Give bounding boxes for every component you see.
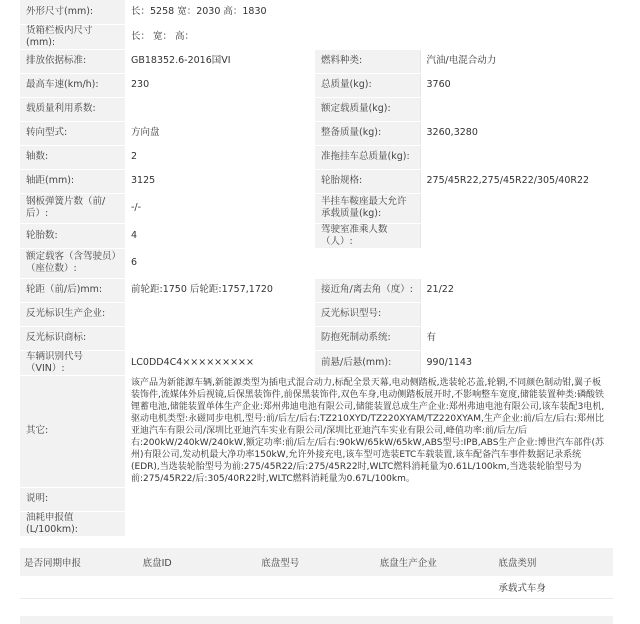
spec-label: 载质量利用系数: [20,97,125,121]
spec-row [20,278,613,302]
spec-value [420,145,613,169]
spec-label: 额定载客（含驾驶员）（座位数）: [20,248,125,278]
spec-label: 轮距（前/后)mm: [20,278,125,302]
chassis-row [20,576,613,599]
footer-bar [20,616,613,624]
spec-value [420,193,613,223]
spec-value: 3760 [420,73,613,97]
spec-label: 半挂车鞍座最大允许承载质量(kg): [315,193,420,223]
spec-label: 轴数: [20,145,125,169]
spec-label: 轴距(mm): [20,169,125,193]
chassis-table [20,548,613,599]
spec-value: -/- [125,193,315,223]
spec-label: 防抱死制动系统: [315,326,420,350]
chassis-body [20,576,613,599]
spec-value [125,326,315,350]
spec-value: 230 [125,73,315,97]
spec-value: 990/1143 [420,350,613,375]
spec-row [20,487,613,511]
spec-value: 3125 [125,169,315,193]
spec-value: 长：5258 宽：2030 高：1830 [125,0,613,24]
spec-row [20,24,613,49]
spec-row [20,121,613,145]
spec-value: 长： 宽： 高： [125,24,613,49]
spec-row [20,511,613,536]
spec-label: 说明: [20,487,125,511]
chassis-header-cell: 底盘类别 [498,558,537,569]
spec-row [20,350,613,375]
spec-value: 汽油/电混合动力 [420,49,613,73]
spec-row [20,248,613,278]
spec-label: 准拖挂车总质量(kg): [315,145,420,169]
spec-label: 排放依据标准: [20,49,125,73]
spec-value: 前轮距:1750 后轮距:1757,1720 [125,278,315,302]
spec-row [20,0,613,24]
spec-label: 前悬/后悬(mm): [315,350,420,375]
spec-value [125,97,315,121]
spec-table-wrapper [20,0,613,537]
chassis-header-cell: 底盘生产企业 [379,558,437,569]
spec-label: 整备质量(kg): [315,121,420,145]
spec-row [20,73,613,97]
spec-row [20,49,613,73]
spec-value: GB18352.6-2016国VI [125,49,315,73]
spec-value [125,302,315,326]
spec-row [20,97,613,121]
spec-value [125,487,613,511]
spec-value: 6 [125,248,613,278]
spec-label: 驾驶室准乘人数（人）: [315,223,420,248]
spec-label: 油耗申报值(L/100km): [20,511,125,536]
chassis-cell: 承载式车身 [498,583,546,594]
spec-value: 4 [125,223,315,248]
spec-label: 车辆识别代号（VIN）: [20,350,125,375]
spec-row [20,145,613,169]
spec-row [20,169,613,193]
spec-row [20,375,613,487]
spec-value [125,511,613,536]
spec-value: 3260,3280 [420,121,613,145]
spec-value: 275/45R22,275/45R22/305/40R22 [420,169,613,193]
chassis-header-cell: 底盘型号 [261,558,300,569]
spec-value: 2 [125,145,315,169]
spec-label: 反光标识生产企业: [20,302,125,326]
spec-label: 额定载质量(kg): [315,97,420,121]
spec-label: 转向型式: [20,121,125,145]
spec-label: 其它: [20,375,125,487]
spec-value: 21/22 [420,278,613,302]
spec-label: 轮胎规格: [315,169,420,193]
spec-label: 燃料种类: [315,49,420,73]
spec-value [420,302,613,326]
spec-row [20,326,613,350]
spec-label: 总质量(kg): [315,73,420,97]
spec-label: 外形尺寸(mm): [20,0,125,24]
spec-value [420,223,613,248]
spec-value: LC0DD4C4××××××××× [125,350,315,375]
spec-value: 方向盘 [125,121,315,145]
spec-label: 货箱栏板内尺寸(mm): [20,24,125,49]
spec-label: 轮胎数: [20,223,125,248]
chassis-header-cell: 是否同期申报 [24,558,82,569]
chassis-header-row [20,548,613,576]
spec-label: 反光标识商标: [20,326,125,350]
spec-value: 该产品为新能源车辆,新能源类型为插电式混合动力,标配全景天幕,电动侧踏板,选装轮芯盖,轮辋,不同颜色制动钳,翼子板装饰件,流媒体外后视镜,后保黑装饰件,前保黑装饰件,双色车身,电动侧踏板展开时,不影响整车宽度,储能装置种类:磷酸铁锂蓄电池,储能装置单体生产企业:郑州弗迪电池有限公司,储能装置总成生产企业:郑州弗迪电池有限公司,该车装配3电机,驱动电机类型:永磁同步电机,型号:前/后左/后右:TZ210XYD/TZ220XYAM/TZ220XYAM,生产企业:前/后左/后右:郑州比亚迪汽车有限公司/深圳比亚迪汽车实业有限公司/深圳比亚迪汽车实业有限公司,峰值功率:前/后左/后右:200kW/240kW/240kW,额定功率:前/后左/后右:90kW/65kW/65kW,ABS型号:IPB,ABS生产企业:博世汽车部件(苏州)有限公司,发动机最大净功率150kW,允许外接充电,该车型可选装ETC车载装置,该车配备汽车事件数据记录系统(EDR),当选装轮胎型号为前:275/45R22/后:275/45R22时,WLTC燃料消耗量为0.61L/100km,当选装轮胎型号为前:275/45R22/后:305/40R22时,WLTC燃料消耗量为0.67L/100km。 [125,375,613,487]
spec-table [20,0,613,537]
spec-label: 接近角/离去角（度）: [315,278,420,302]
spec-label: 最高车速(km/h): [20,73,125,97]
chassis-header-cell: 底盘ID [142,558,172,569]
spec-value: 有 [420,326,613,350]
spec-row [20,223,613,248]
spec-label: 反光标识型号: [315,302,420,326]
spec-row [20,193,613,223]
spec-row [20,302,613,326]
spec-value [420,97,613,121]
spec-label: 钢板弹簧片数（前/后）: [20,193,125,223]
